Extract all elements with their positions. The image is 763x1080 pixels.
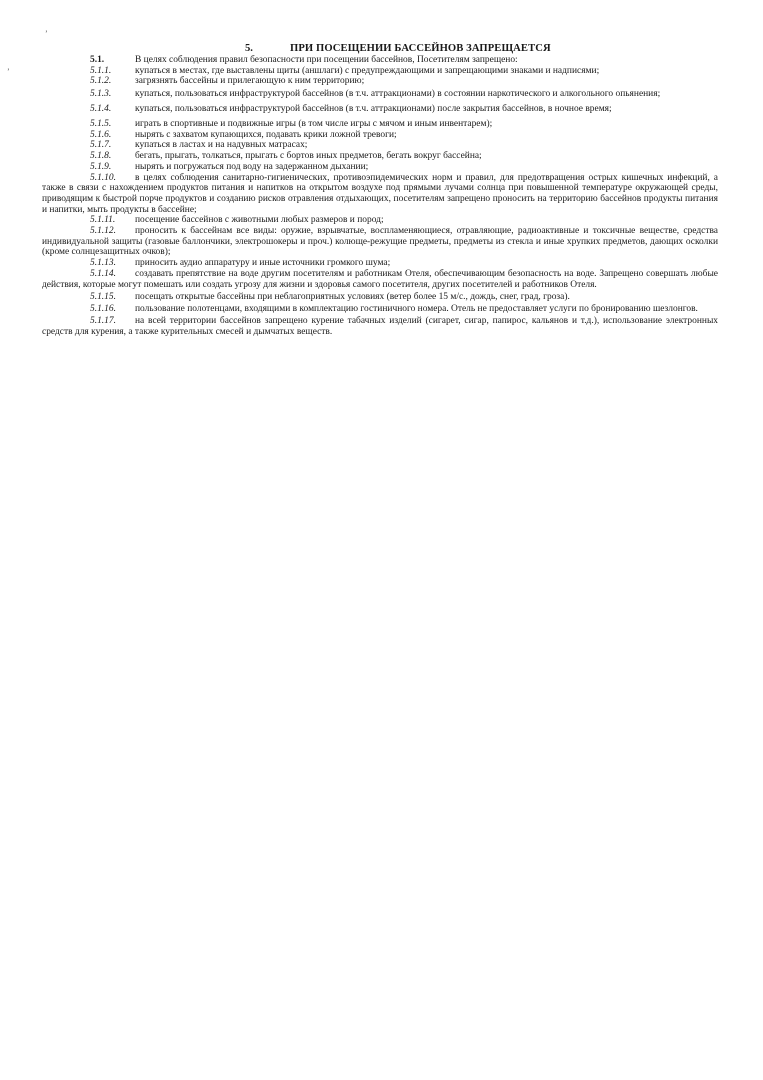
rule-text: нырять с захватом купающихся, подавать крики ложной тревоги; (135, 129, 397, 140)
rule-text: загрязнять бассейны и прилегающую к ним территорию; (135, 76, 365, 87)
rule-number: 5.1.3. (90, 88, 112, 99)
rule-number: 5.1.1. (90, 65, 112, 76)
section-title: ПРИ ПОСЕЩЕНИИ БАССЕЙНОВ ЗАПРЕЩАЕТСЯ (290, 43, 551, 54)
rule-item (42, 66, 718, 77)
rule-item (42, 304, 718, 315)
rule-item (42, 292, 718, 303)
rule-number: 5.1.13. (90, 258, 116, 269)
rule-text: в целях соблюдения санитарно-гигиенических, противоэпидемических норм и правил, для предотвращения острых кишечных инфекций, а также в связи с нахождением продуктов питания и напитков на открытом воздухе под прямыми лучами солнца при повышенной температуре окружающей среды, приводящим к быстрой порче продуктов и созданию рисков отравления отдыхающих, посетителям запрещено проносить на территорию бассейнов продукты питания и напитки, мыть продукты в бассейне; (42, 172, 718, 215)
rule-number: 5.1.9. (90, 161, 112, 172)
rule-number: 5.1.5. (90, 119, 112, 130)
rule-number: 5.1.12. (90, 226, 116, 237)
rule-item (42, 130, 718, 141)
rule-text: приносить аудио аппаратуру и иные источники громкого шума; (135, 258, 391, 269)
scan-mark: ʼ (7, 67, 10, 76)
rule-item (42, 119, 718, 130)
rule-number: 5.1.6. (90, 129, 112, 140)
rule-number: 5.1.16. (90, 303, 116, 314)
rule-text: пользование полотенцами, входящими в комплектацию гостиничного номера. Отель не предоставляет услуги по бронированию шезлонгов. (135, 303, 698, 314)
rules-list (42, 55, 718, 338)
rule-item (42, 76, 718, 87)
rule-text: купаться в местах, где выставлены щиты (аншлаги) с предупреждающими и запрещающими знаками и надписями; (135, 65, 600, 76)
rule-text: посещать открытые бассейны при неблагоприятных условиях (ветер более 15 м/с., дождь, снег, град, гроза). (135, 291, 570, 302)
rule-number: 5.1.17. (90, 316, 116, 327)
rule-text: посещение бассейнов с животными любых размеров и пород; (135, 215, 384, 226)
scan-mark: ʼ (45, 29, 48, 38)
rule-number: 5.1.4. (90, 103, 112, 114)
rule-number: 5.1.7. (90, 140, 112, 151)
rule-text: купаться в ластах и на надувных матрасах; (135, 140, 308, 151)
rule-item (42, 151, 718, 162)
rule-number: 5.1.14. (90, 268, 116, 279)
rule-item (42, 258, 718, 269)
rule-number: 5.1.10. (90, 172, 116, 183)
rule-item (42, 316, 718, 337)
rule-item (42, 104, 718, 115)
rule-text: нырять и погружаться под воду на задержанном дыхании; (135, 161, 369, 172)
rule-text: купаться, пользоваться инфраструктурой бассейнов (в т.ч. аттракционами) в состоянии наркотического и алкогольного опьянения; (135, 88, 661, 99)
rule-number: 5.1.2. (90, 76, 112, 87)
rule-number: 5.1.15. (90, 291, 116, 302)
rule-text: играть в спортивные и подвижные игры (в том числе игры с мячом и иным инвентарем); (135, 119, 493, 130)
rule-item (42, 140, 718, 151)
rule-text: бегать, прыгать, толкаться, прыгать с бортов иных предметов, бегать вокруг бассейна; (135, 151, 482, 162)
rule-text: купаться, пользоваться инфраструктурой бассейнов (в т.ч. аттракционами) после закрытия бассейнов, в ночное время; (135, 103, 612, 114)
rule-item (42, 226, 718, 258)
rule-number: 5.1.11. (90, 215, 116, 226)
rule-text: на всей территории бассейнов запрещено курение табачных изделий (сигарет, сигар, папирос, кальянов и т.д.), использование электронных средств для курения, а также курительных смесей и дымчатых веществ. (42, 316, 718, 337)
rule-text: В целях соблюдения правил безопасности при посещении бассейнов, Посетителям запрещено: (135, 55, 518, 65)
rule-item (42, 215, 718, 226)
rule-text: проносить к бассейнам все виды: оружие, взрывчатые, воспламеняющиеся, отравляющие, радиоактивные и токсичные веществе, средства индивидуальной защиты (газовые баллончики, электрошокеры и проч.) колюще-режущие предметы, предметы из стекла и иные хрупких предметов, дающих осколки (кроме солнцезащитных очков); (42, 226, 718, 258)
section-number: 5. (245, 43, 253, 54)
rule-item (42, 269, 718, 290)
rule-item (42, 173, 718, 216)
rule-item (42, 89, 718, 100)
rule-text: создавать препятствие на воде другим посетителям и работникам Отеля, обеспечивающим безопасность на воде. Запрещено совершать любые действия, которые могут помешать или создать угрозу для жизни и здоровья самого посетителя, других посетителей и работников Отеля. (42, 268, 718, 290)
rule-item (42, 55, 718, 66)
rule-item (42, 162, 718, 173)
rule-number: 5.1.8. (90, 151, 112, 162)
rule-number: 5.1. (90, 55, 105, 65)
